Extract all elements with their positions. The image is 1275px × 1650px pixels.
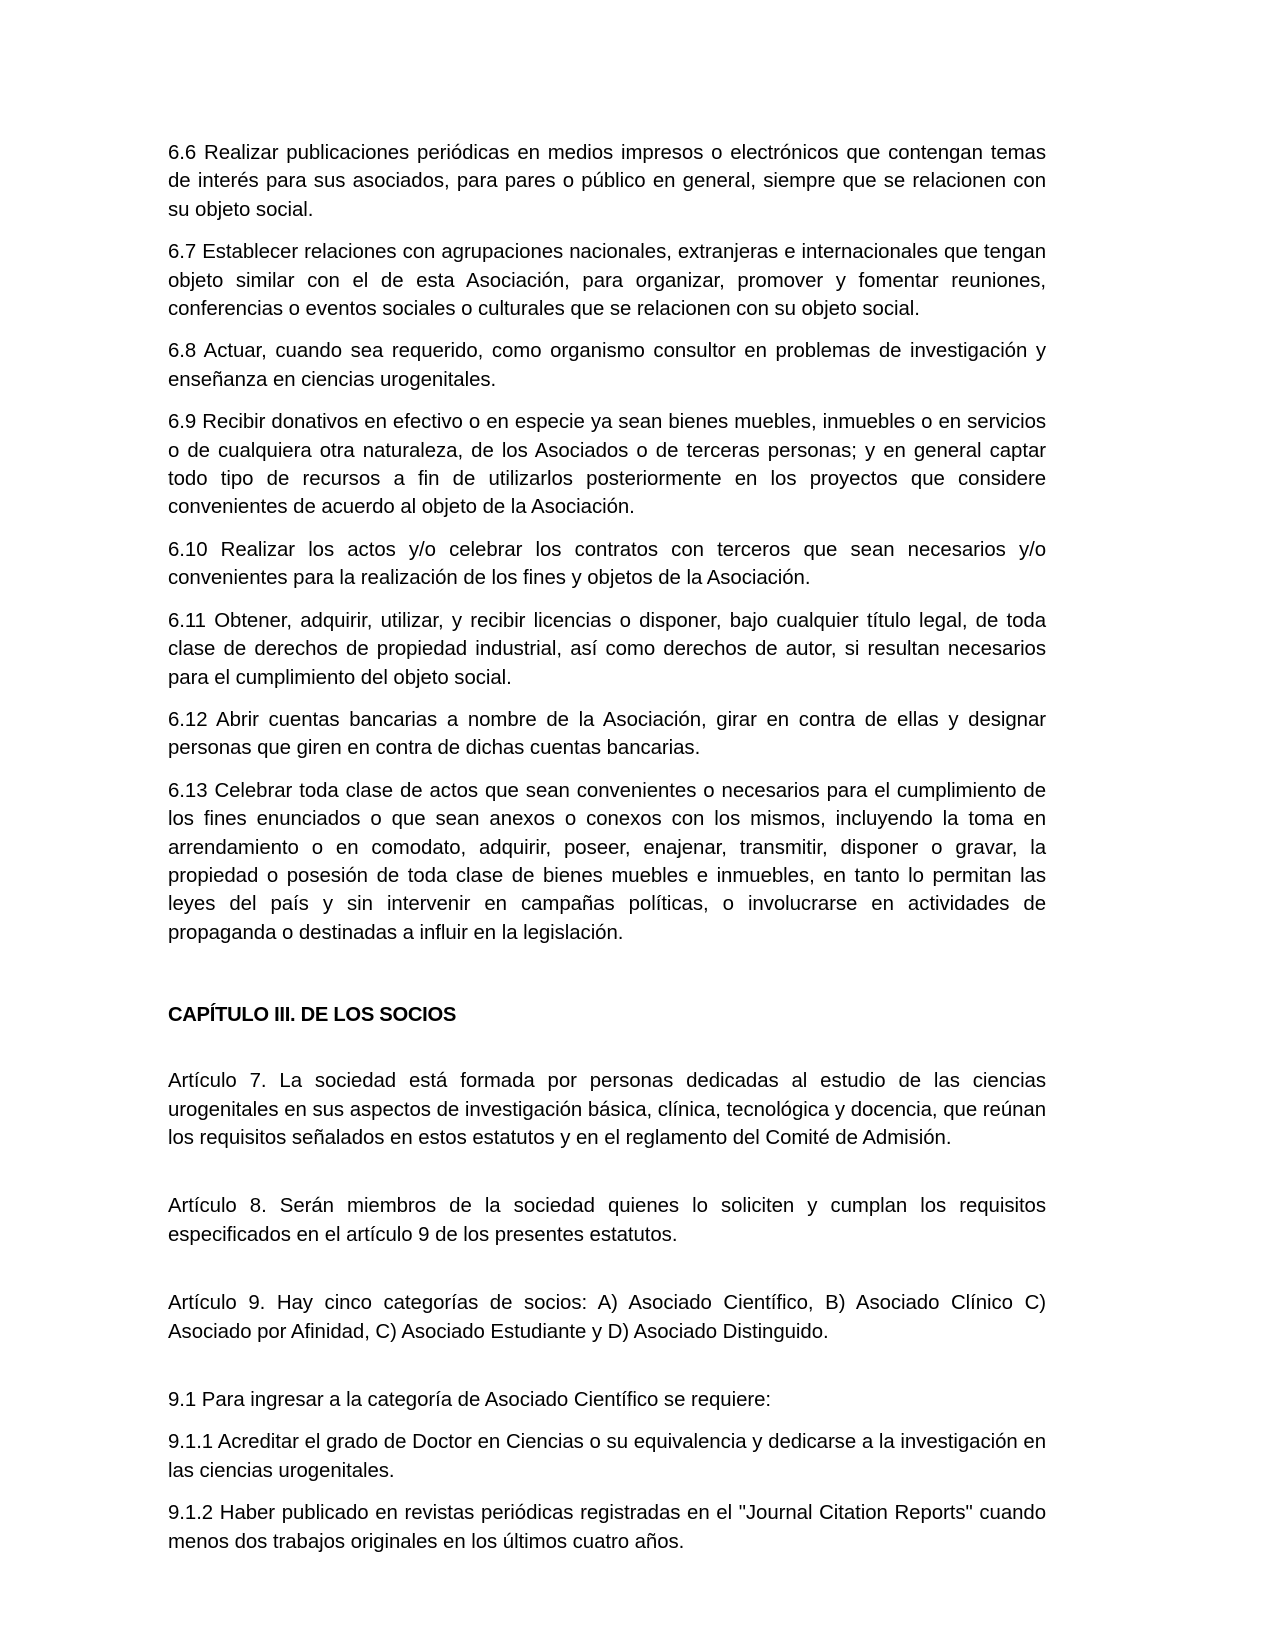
spacer-article-8-9: [168, 1263, 1046, 1289]
spacer-article-7-8: [168, 1166, 1046, 1192]
clause-paragraph-6-8: 6.8 Actuar, cuando sea requerido, como organismo consultor en problemas de investigación y enseñanza en ciencias urogenitales.: [168, 340, 1046, 391]
clause-paragraph-6-13: 6.13 Celebrar toda clase de actos que sean convenientes o necesarios para el cumplimiento de los fines enunciados o que sean anexos o conexos con los mismos, incluyendo la toma en arrendamiento o en comodato, adquirir, poseer, enajenar, transmitir, disponer o gravar, la propiedad o posesión de toda clase de bienes muebles e inmuebles, en tanto lo permitan las leyes del país y sin intervenir en campañas políticas, o involucrarse en actividades de propaganda o destinadas a influir en la legislación.: [168, 779, 1046, 944]
document-body: [168, 139, 1046, 1570]
subclause-paragraph-9-1-2: 9.1.2 Haber publicado en revistas periódicas registradas en el "Journal Citation Reports" cuando menos dos trabajos originales en los últimos cuatro años.: [168, 1502, 1046, 1553]
clause-paragraph-6-11: 6.11 Obtener, adquirir, utilizar, y recibir licencias o disponer, bajo cualquier título legal, de toda clase de derechos de propiedad industrial, así como derechos de autor, si resultan necesarios para el cumplimiento del objeto social.: [168, 609, 1046, 689]
article-paragraph-7: Artículo 7. La sociedad está formada por personas dedicadas al estudio de las ciencias urogenitales en sus aspectos de investigación básica, clínica, tecnológica y docencia, que reúnan los requisitos señalados en estos estatutos y en el reglamento del Comité de Admisión.: [168, 1070, 1046, 1149]
chapter-heading: CAPÍTULO III. DE LOS SOCIOS: [168, 1004, 457, 1027]
clause-paragraph-6-9: 6.9 Recibir donativos en efectivo o en especie ya sean bienes muebles, inmuebles o en servicios o de cualquiera otra naturaleza, de los Asociados o de terceras personas; y en general captar todo tipo de recursos a fin de utilizarlos posteriormente en los proyectos que considere convenientes de acuerdo al objeto de la Asociación.: [168, 411, 1046, 519]
subclause-paragraph-9-1-1: 9.1.1 Acreditar el grado de Doctor en Ciencias o su equivalencia y dedicarse a la investigación en las ciencias urogenitales.: [168, 1431, 1046, 1482]
spacer-after-heading: [168, 1029, 1046, 1067]
clause-paragraph-6-12: 6.12 Abrir cuentas bancarias a nombre de la Asociación, girar en contra de ellas y designar personas que giren en contra de dichas cuentas bancarias.: [168, 708, 1046, 760]
article-paragraph-9: Artículo 9. Hay cinco categorías de socios: A) Asociado Científico, B) Asociado Clínico C) Asociado por Afinidad, C) Asociado Estudiante y D) Asociado Distinguido.: [168, 1292, 1046, 1343]
clause-paragraph-6-7: 6.7 Establecer relaciones con agrupaciones nacionales, extranjeras e internacionales que tengan objeto similar con el de esta Asociación, para organizar, promover y fomentar reuniones, conferencias o eventos sociales o culturales que se relacionen con su objeto social.: [168, 241, 1046, 321]
clause-paragraph-6-10: 6.10 Realizar los actos y/o celebrar los contratos con terceros que sean necesarios y/o convenientes para la realización de los fines y objetos de la Asociación.: [168, 538, 1046, 590]
spacer-article-9-subclauses: [168, 1360, 1046, 1386]
subclause-paragraph-9-1: 9.1 Para ingresar a la categoría de Asociado Científico se requiere:: [168, 1389, 772, 1411]
clause-paragraph-6-6: 6.6 Realizar publicaciones periódicas en medios impresos o electrónicos que contengan temas de interés para sus asociados, para pares o público en general, siempre que se relacionen con su objeto social.: [168, 142, 1046, 221]
spacer-before-heading: [168, 961, 1046, 1001]
article-paragraph-8: Artículo 8. Serán miembros de la sociedad quienes lo soliciten y cumplan los requisitos especificados en el artículo 9 de los presentes estatutos.: [168, 1195, 1046, 1246]
